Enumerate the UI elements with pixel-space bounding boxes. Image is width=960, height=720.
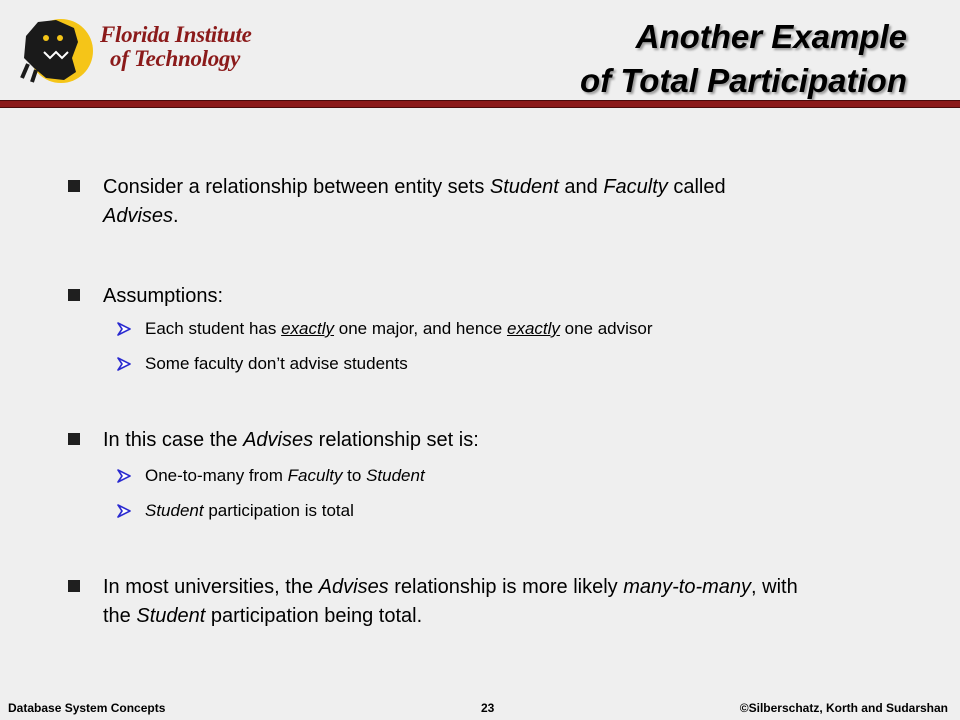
footer-copyright: ©Silberschatz, Korth and Sudarshan	[739, 701, 948, 715]
slide-footer	[0, 700, 960, 718]
text-run: called	[667, 176, 726, 198]
text-run: Student	[489, 176, 559, 198]
text-run: .	[173, 205, 179, 227]
text-run: and	[558, 176, 604, 198]
sub-bullet-text	[145, 500, 354, 522]
logo-line-1: Florida Institute	[100, 22, 252, 47]
text-run: relationship is more likely	[388, 576, 624, 598]
square-bullet-icon	[68, 580, 80, 592]
arrowhead-bullet-icon	[116, 468, 132, 484]
arrowhead-bullet-icon	[116, 321, 132, 337]
text-run: participation being total.	[205, 605, 423, 627]
logo-line-2: of Technology	[110, 46, 241, 71]
bullet-text	[103, 573, 803, 631]
sub-bullet-text	[145, 353, 408, 375]
bullet-text	[103, 282, 803, 311]
footer-page-number: 23	[481, 701, 495, 715]
text-run: Consider a relationship between entity sets	[103, 176, 490, 198]
arrowhead-bullet-icon	[116, 503, 132, 519]
text-run: exactly	[281, 319, 335, 338]
text-run: Faculty	[603, 176, 668, 198]
text-run: Student	[145, 501, 204, 520]
text-run: one advisor	[559, 319, 653, 338]
text-run: participation is total	[203, 501, 354, 520]
text-run: to	[342, 466, 367, 485]
text-run: Each student has	[145, 319, 282, 338]
arrowhead-bullet-icon	[116, 356, 132, 372]
text-run: In this case the	[103, 429, 244, 451]
text-run: relationship set is:	[313, 429, 479, 451]
text-run: Faculty	[287, 466, 343, 485]
square-bullet-icon	[68, 289, 80, 301]
sub-bullet-text	[145, 465, 425, 487]
text-run: many-to-many	[623, 576, 752, 598]
text-run: Advises	[318, 576, 389, 598]
title-line-1: Another Example	[635, 18, 907, 55]
title-line-2: of Total Participation	[580, 62, 907, 99]
text-run: one major, and hence	[334, 319, 507, 338]
text-run: exactly	[506, 319, 560, 338]
text-run: Assumptions:	[103, 285, 224, 307]
square-bullet-icon	[68, 180, 80, 192]
text-run: Some faculty don’t advise students	[145, 354, 408, 373]
text-run: Student	[136, 605, 206, 627]
text-run: Student	[366, 466, 425, 485]
text-run: Advises	[243, 429, 314, 451]
text-run: , with the	[103, 576, 798, 627]
text-run: Advises	[103, 205, 174, 227]
sub-bullet-text	[145, 318, 653, 340]
bullet-text	[103, 173, 803, 231]
footer-course: Database System Concepts	[8, 701, 166, 715]
text-run: One-to-many from	[145, 466, 288, 485]
text-run: In most universities, the	[103, 576, 319, 598]
bullet-text	[103, 426, 803, 455]
square-bullet-icon	[68, 433, 80, 445]
